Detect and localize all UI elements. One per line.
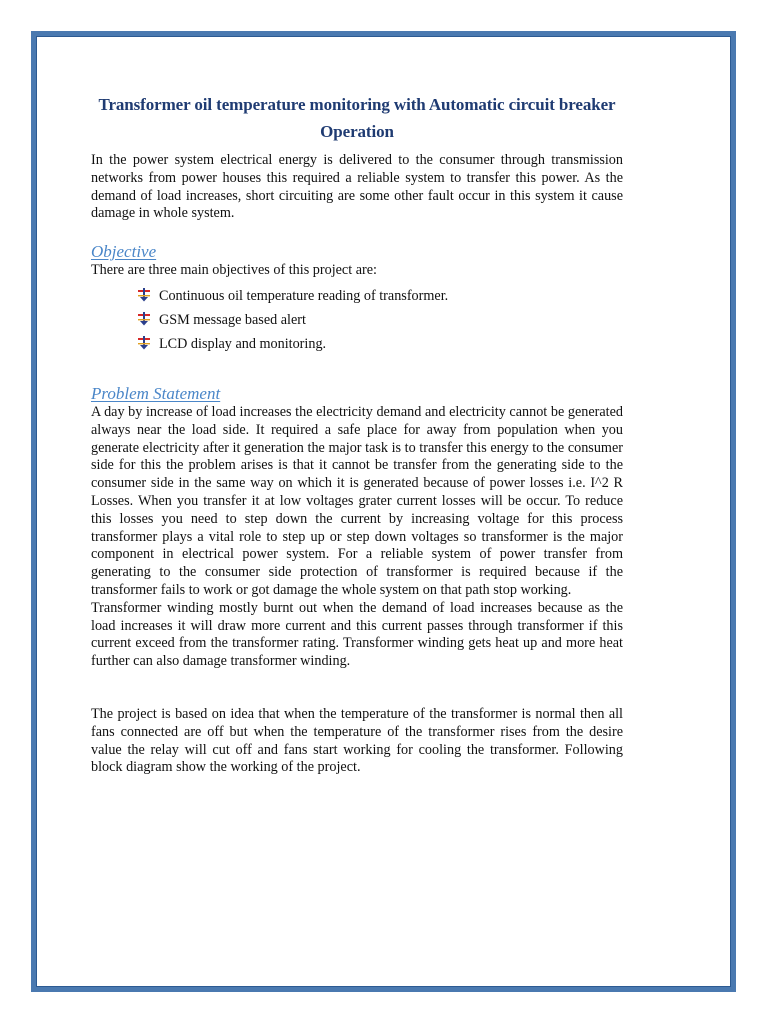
problem-paragraph-1: A day by increase of load increases the electricity demand and electricity cannot be generated always near the load side. It required a safe place for away from population when you generate electricity after it generation the major task is to transfer this energy to the consumer side for this the problem arises is that it cannot be transfer from the generating side to the consumer side in the same way on which it is generated because of power losses i.e. I^2 R Losses. When you transfer it at low voltages grater current losses will be occur. To reduce this losses you need to step down the current by increasing voltage for this process transformer plays a vital role to step up or step down voltages so transformer is the major component in electrical power system. For a reliable system of power transfer from generating to the consumer side protection of transformer is required because if the transformer fails to work or got damage the whole system on that path stop working.: [91, 403, 623, 598]
list-item: [137, 332, 623, 356]
list-item: [137, 308, 623, 332]
objectives-list: [91, 284, 623, 356]
document-body: [91, 91, 623, 777]
list-item: [137, 284, 623, 308]
down-arrow-bullet-icon: [137, 288, 151, 302]
objective-heading: Objective: [91, 242, 157, 262]
document-title: [91, 91, 623, 145]
down-arrow-bullet-icon: [137, 312, 151, 326]
objective-item-text: LCD display and monitoring.: [159, 335, 327, 352]
problem-paragraph-2: Transformer winding mostly burnt out when the demand of load increases because as the load increases it will draw more current and this current passes through transformer if this current exceed from the transformer rating. Transformer winding gets heat up and more heat further can also damage transformer winding.: [91, 599, 623, 670]
title-line-1: Transformer oil temperature monitoring with Automatic circuit breaker: [98, 95, 616, 114]
title-line-2: Operation: [320, 122, 394, 141]
objective-item-text: Continuous oil temperature reading of transformer.: [159, 287, 449, 304]
objective-item-text: GSM message based alert: [159, 311, 306, 328]
down-arrow-bullet-icon: [137, 336, 151, 350]
problem-statement-heading: Problem Statement: [91, 383, 221, 403]
intro-paragraph: In the power system electrical energy is delivered to the consumer through transmission networks from power houses this required a reliable system to transfer this power. As the demand of load increases, short circuiting are some other fault occur in this system it cause damage in whole system.: [91, 152, 623, 222]
objective-lead: There are three main objectives of this project are:: [91, 262, 377, 279]
project-paragraph: The project is based on idea that when the temperature of the transformer is normal then all fans connected are off but when the temperature of the transformer rises from the desire value the relay will cut off and fans start working for cooling the transformer. Following block diagram show the working of the project.: [91, 705, 623, 776]
